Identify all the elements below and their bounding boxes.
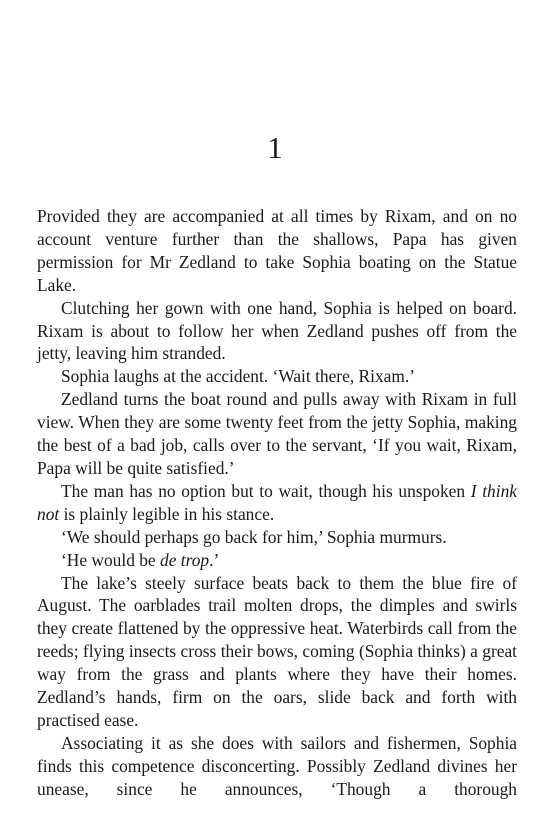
paragraph-text: Zedland turns the boat round and pulls away with Rixam in full view. When they are some twenty feet from the jetty Sophia, making the best of a bad job, calls over to the servant, ‘If you wait, Rixam, Papa will be quite satisfied.’ xyxy=(37,389,517,478)
paragraph-text: The lake’s steely surface beats back to them the blue fire of August. The oarblades trail molten drops, the dimples and swirls they create flattened by the oppressive heat. Waterbirds call from the reeds; flying insects cross their bows, coming (Sophia thinks) a great way from the grass and plants where they have their homes. Zedland’s hands, firm on the oars, slide back and forth with practised ease. xyxy=(37,572,517,730)
paragraph-1 xyxy=(37,205,517,297)
paragraph-text: .’ xyxy=(209,549,220,570)
paragraph-text: Provided they are accompanied at all times by Rixam, and on no account venture further than the shallows, Papa has given permission for Mr Zedland to take Sophia boating on the Statue Lake. xyxy=(37,206,517,295)
paragraph-3 xyxy=(37,365,517,388)
paragraph-text: Clutching her gown with one hand, Sophia is helped on board. Rixam is about to follow her when Zedland pushes off from the jetty, leaving him stranded. xyxy=(37,297,517,364)
paragraph-text: The man has no option but to wait, though his unspoken xyxy=(61,480,471,501)
chapter-number: 1 xyxy=(267,130,283,165)
paragraph-9 xyxy=(37,732,517,801)
chapter-body-text xyxy=(37,205,517,801)
paragraph-8 xyxy=(37,572,517,732)
paragraph-2 xyxy=(37,297,517,366)
paragraph-text: is plainly legible in his stance. xyxy=(59,503,275,524)
paragraph-4 xyxy=(37,388,517,480)
paragraph-6 xyxy=(37,526,517,549)
paragraph-5 xyxy=(37,480,517,526)
italic-phrase: de trop xyxy=(160,549,210,570)
paragraph-7 xyxy=(37,549,517,572)
paragraph-text: Sophia laughs at the accident. ‘Wait there, Rixam.’ xyxy=(61,366,416,387)
italic-phrase: I think not xyxy=(37,480,517,524)
paragraph-text: ‘We should perhaps go back for him,’ Sophia murmurs. xyxy=(61,526,447,547)
paragraph-text: ‘He would be xyxy=(61,549,161,570)
paragraph-text: Associating it as she does with sailors and fishermen, Sophia finds this competence disconcerting. Possibly Zedland divines her unease, since he announces, ‘Though a thorough xyxy=(37,732,517,799)
